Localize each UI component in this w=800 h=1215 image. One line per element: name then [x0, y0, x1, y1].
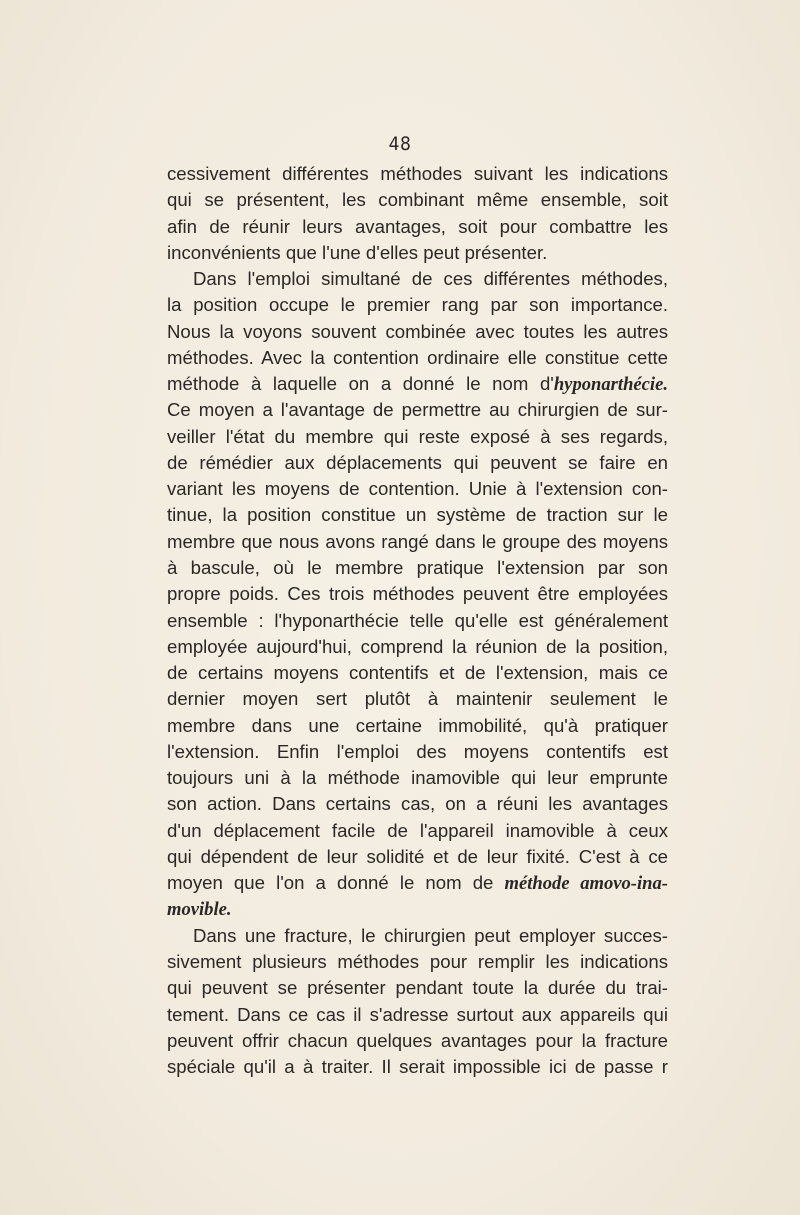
- text-line: [167, 266, 668, 292]
- italic-term: movible.: [167, 899, 232, 921]
- italic-term: méthode amovo-ina-: [504, 873, 668, 895]
- text-line-content: qui dépendent de leur solidité et de leur fixité. C'est à ce: [167, 845, 668, 867]
- text-line: [167, 844, 668, 870]
- text-line-content: qui peuvent se présenter pendant toute la durée du trai-: [167, 977, 668, 999]
- text-line: [167, 634, 668, 660]
- text-line: [167, 397, 668, 423]
- text-line: [167, 870, 668, 896]
- text-line-content: méthodes. Avec la contention ordinaire elle constitue cette: [167, 346, 668, 368]
- text-line: [167, 686, 668, 712]
- text-line-content: Ce moyen a l'avantage de permettre au chirurgien de sur-: [167, 399, 668, 421]
- text-line: [167, 450, 668, 476]
- text-line-content: tinue, la position constitue un système de traction sur le: [167, 504, 668, 526]
- text-line: [167, 187, 668, 213]
- text-line-content: membre que nous avons rangé dans le groupe des moyens: [167, 530, 668, 552]
- text-line: [167, 975, 668, 1001]
- text-line: [167, 949, 668, 975]
- text-line: [167, 608, 668, 634]
- text-line: [167, 1028, 668, 1054]
- text-line-content: tement. Dans ce cas il s'adresse surtout aux appareils qui: [167, 1003, 668, 1025]
- text-line: [167, 371, 668, 397]
- body-text: [167, 161, 668, 1080]
- text-line-content: à bascule, où le membre pratique l'extension par son: [167, 556, 668, 578]
- text-line: [167, 818, 668, 844]
- text-line: [167, 345, 668, 371]
- text-line: [167, 161, 668, 187]
- text-line-content: variant les moyens de contention. Unie à l'extension con-: [167, 478, 668, 500]
- text-line-content: veiller l'état du membre qui reste exposé à ses regards,: [167, 425, 668, 447]
- text-line: [167, 1054, 668, 1080]
- text-line-content: propre poids. Ces trois méthodes peuvent être employées: [167, 583, 668, 605]
- text-line: [167, 660, 668, 686]
- text-line-content: l'extension. Enfin l'emploi des moyens contentifs est: [167, 740, 668, 762]
- text-line: [167, 240, 668, 266]
- italic-term: hyponarthécie.: [553, 374, 668, 396]
- text-line-content: la position occupe le premier rang par son importance.: [167, 294, 668, 316]
- text-line-content: Dans une fracture, le chirurgien peut employer succes-: [193, 924, 668, 946]
- text-line-content: toujours uni à la méthode inamovible qui leur emprunte: [167, 767, 668, 789]
- text-line-content: ensemble : l'hyponarthécie telle qu'elle est généralement: [167, 609, 668, 631]
- text-line-content: dernier moyen sert plutôt à maintenir seulement le: [167, 688, 668, 710]
- page-number: 48: [388, 133, 412, 155]
- text-line: [167, 739, 668, 765]
- text-line: [167, 319, 668, 345]
- text-line-content: méthode à laquelle on a donné le nom d': [167, 373, 554, 395]
- text-line-content: peuvent offrir chacun quelques avantages pour la fracture: [167, 1029, 668, 1051]
- text-line-content: afin de réunir leurs avantages, soit pour combattre les: [167, 215, 668, 237]
- text-line: [167, 214, 668, 240]
- text-line-content: Dans l'emploi simultané de ces différentes méthodes,: [193, 268, 668, 290]
- text-line: [167, 923, 668, 949]
- text-line-content: inconvénients que l'une d'elles peut présenter.: [167, 241, 548, 263]
- text-line-content: membre dans une certaine immobilité, qu'à pratiquer: [167, 714, 668, 736]
- text-line: [167, 765, 668, 791]
- text-line-content: sivement plusieurs méthodes pour remplir les indications: [167, 950, 668, 972]
- text-line: [167, 713, 668, 739]
- text-line-content: d'un déplacement facile de l'appareil inamovible à ceux: [167, 819, 668, 841]
- text-line: [167, 896, 668, 922]
- text-line-content: spéciale qu'il a à traiter. Il serait impossible ici de passe r: [167, 1056, 668, 1078]
- text-line-content: moyen que l'on a donné le nom de: [167, 872, 505, 894]
- text-line: [167, 555, 668, 581]
- text-line-content: qui se présentent, les combinant même ensemble, soit: [167, 189, 668, 211]
- text-line: [167, 502, 668, 528]
- text-line: [167, 791, 668, 817]
- text-line: [167, 476, 668, 502]
- text-line-content: cessivement différentes méthodes suivant les indications: [167, 163, 668, 184]
- text-line: [167, 529, 668, 555]
- text-line-content: de rémédier aux déplacements qui peuvent se faire en: [167, 451, 668, 473]
- text-line-content: employée aujourd'hui, comprend la réunion de la position,: [167, 635, 668, 657]
- text-line-content: son action. Dans certains cas, on a réuni les avantages: [167, 793, 668, 815]
- text-line: [167, 292, 668, 318]
- text-line: [167, 424, 668, 450]
- text-line-content: Nous la voyons souvent combinée avec toutes les autres: [167, 320, 668, 342]
- text-line-content: de certains moyens contentifs et de l'extension, mais ce: [167, 662, 668, 684]
- text-line: [167, 1002, 668, 1028]
- text-line: [167, 581, 668, 607]
